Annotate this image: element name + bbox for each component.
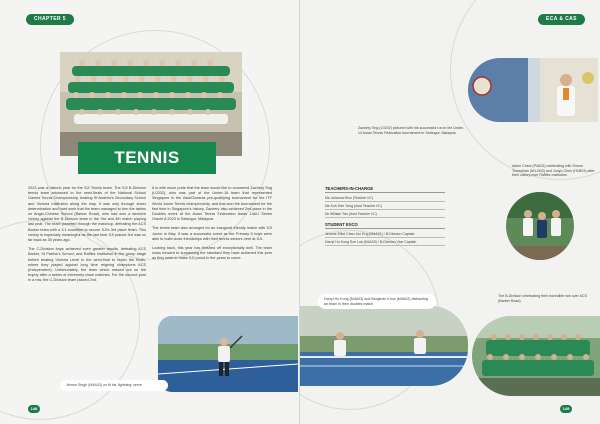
- student-row: Darryl Ho Kong Sze Lok (M4A03) / B-Division Vice Captain: [325, 238, 445, 246]
- student-row: Jerome Elliot Chan Jun Eng (M4A01) / B-Division Captain: [325, 230, 445, 238]
- students-heading: STUDENT EXCO: [325, 222, 445, 229]
- aiden-photo-illustration: [506, 192, 574, 260]
- bdiv-photo: [472, 316, 600, 396]
- doubles-photo-illustration: [300, 306, 468, 386]
- serve-photo-illustration: [158, 316, 298, 392]
- zachery-photo: [468, 58, 598, 122]
- page-number-right: 149: [560, 405, 572, 413]
- bdiv-photo-illustration: [472, 316, 600, 396]
- aiden-photo: [506, 192, 574, 260]
- page-title: TENNIS: [78, 142, 216, 174]
- doubles-photo: [300, 306, 468, 386]
- page-number-left: 148: [28, 405, 40, 413]
- team-photo-illustration: [60, 52, 242, 156]
- body-column-2: [152, 186, 272, 266]
- body-paragraph: The tennis team also arranged for an inaugural friendly match with SJI Junior in May. It was a successful event as the Primary 6 boys were able to build close friendships with their tennis seniors here at SJI.: [152, 226, 272, 241]
- serve-photo: [158, 316, 298, 392]
- teacher-row: Ms Julianna Woo (Teacher I/C): [325, 194, 445, 202]
- teacher-row: Mr William Tan (Asst Teacher I/C): [325, 210, 445, 218]
- doubles-caption: Darryl Ho Kong (M4A03) and Benjamin Khoo (M4A02) distracting an team in their doubles match: [318, 294, 436, 309]
- body-paragraph: 2023 was a historic year for the SJI Tennis team. The SJI B-Division tennis team advanced to the semi-finals of the National School Games Tennis Championship, beating St Andrew's Secondary School and Victoria Institution along the way. It was only through sheer determination and hard work that the team managed to turn the tables on Anglo-Chinese School (Barker Road), who had won a decisive victory against the B-Division team in the 3rd and 4th match playing last year. The team powered through the matchup, defeating the ACS Barker team with a 3-1 scoreline to secure SJI's 3rd place finish. This victory is especially meaningful as the last time SJI placed 3rd was so far back as 30 years ago.: [28, 186, 146, 243]
- zachery-photo-illustration: [468, 58, 598, 122]
- body-paragraph: The C-Division boys achieved even greater results, defeating ACS Barker, St Patrick's School, and Raffles Institution in the group stage before beating Victoria Level in the semi-final to reach the finals, where they played against long time reigning champions ACS (Independent). Unfortunately, the team which missed out on the trophy after a series of extremely close matches. For the second year in a row, the C-Division team placed 2nd.: [28, 247, 146, 283]
- zachery-caption: Zachery Sng (L0202) pictured with his successful run in the Under-14 Asian Tennis Federation tournament in Selangor, Malaysia: [358, 126, 465, 135]
- teacher-row: Ms Koh Dee Yong (Asst Teacher I/C): [325, 202, 445, 210]
- teachers-block: [325, 186, 445, 246]
- bdiv-caption: The B-Division celebrating their incredible win over ACS (Barker Road): [498, 294, 587, 303]
- teachers-heading: TEACHERS-IN-CHARGE: [325, 186, 445, 193]
- aiden-caption: Aiden Chew (P4A03) celebrating with Simon Tnesuthan (M1-B03) and Junyu Chen (H1B03) after their victory over Raffles Institution: [512, 164, 595, 178]
- body-column-1: [28, 186, 146, 288]
- serve-caption: Jerone Singh (M4A03) on fit his 'lightning' serve: [60, 380, 168, 391]
- body-paragraph: Looking back, this year has finished off exceptionally well. The team looks forward to surpassing the standard they have achieved this year as they seek to make SJI proud in the years to come.: [152, 246, 272, 261]
- body-paragraph: It is with much pride that the team would like to commend Zachery Sng (L0202), who was part of the Under-16 team that represented Singapore in the Asia/Oceania pre-qualifying tournament for the ITF World Junior Tennis championship, and that won the tournament for the first time in Singapore's history. Zachery also achieved 2nd place in the Doubles event at the Asian Tennis Federation Asian 14&U Series Oracle A 2023 in Selangor, Malaysia.: [152, 186, 272, 222]
- right-page: [300, 0, 600, 424]
- section-tag: ECA & CAS: [538, 14, 585, 25]
- team-photo: [60, 52, 242, 156]
- chapter-tag: CHAPTER 5: [26, 14, 74, 25]
